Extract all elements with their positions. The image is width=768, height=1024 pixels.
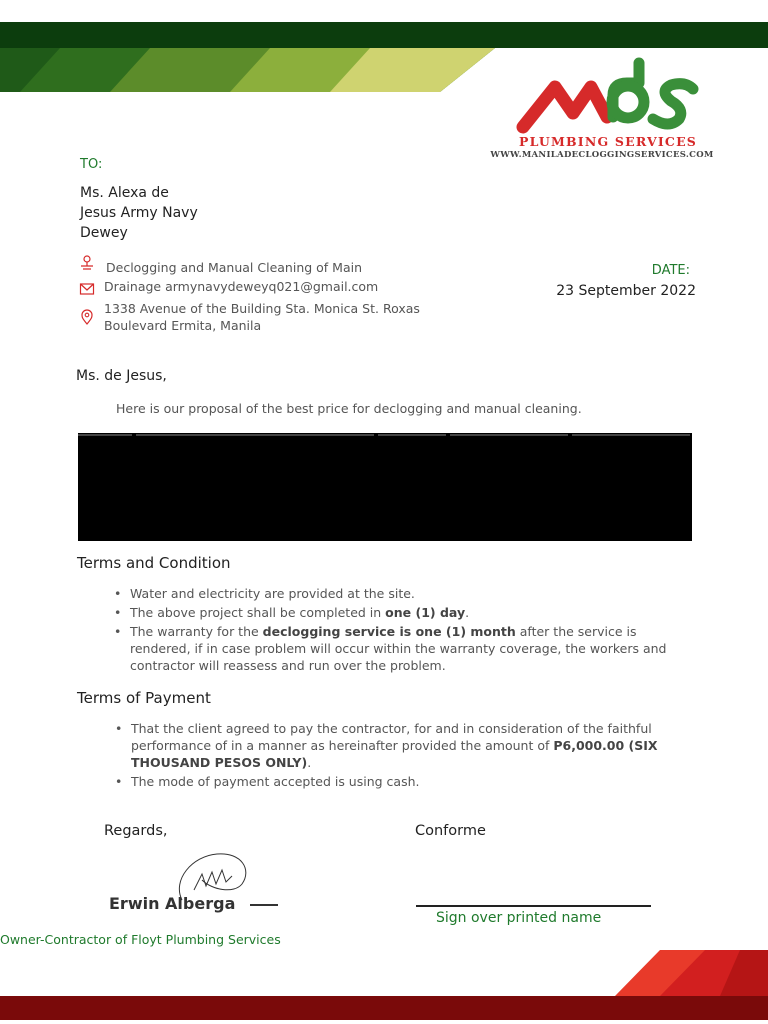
regards-label: Regards, [104,823,168,839]
list-item: • The warranty for the declogging service is one (1) month after the service is rendered, if in case problem will occur within the warranty coverage, the workers and contractor will reassess and run over the problem. [114,623,674,674]
date-value: 23 September 2022 [556,283,696,299]
recipient-name [80,183,198,243]
table-header-rule [572,434,690,436]
table-header-rule [78,434,132,436]
terms-condition-heading: Terms and Condition [77,554,231,572]
conforme-label: Conforme [415,823,486,839]
address-line: 1338 Avenue of the Building Sta. Monica St. Roxas [104,301,420,316]
redacted-price-table [78,433,692,541]
terms-condition-list [114,585,674,676]
service-text: Declogging and Manual Cleaning of Main [106,260,363,275]
date-label: DATE: [651,263,690,278]
table-header-rule [450,434,568,436]
to-label: TO: [80,157,103,172]
salutation: Ms. de Jesus, [76,368,167,384]
intro-text: Here is our proposal of the best price for declogging and manual cleaning. [116,401,582,416]
location-pin-icon [79,309,95,325]
address-text [104,301,464,334]
footer-band [0,950,768,1024]
signer-name: Erwin Alberga [109,894,236,913]
terms-payment-heading: Terms of Payment [77,689,211,707]
mail-icon [79,281,95,297]
recipient-line: Dewey [80,225,128,241]
list-item: • The mode of payment accepted is using cash. [115,773,685,790]
logo-url: WWW.MANILADECLOGGINGSERVICES.COM [490,150,714,160]
address-line: Boulevard Ermita, Manila [104,317,262,333]
logo-subtitle: PLUMBING SERVICES [518,134,698,149]
recipient-line: Jesus Army Navy [80,205,198,221]
list-item: • That the client agreed to pay the contractor, for and in consideration of the faithful performance of in a manner as hereinafter provided the amount of P6,000.00 (SIX THOUSAND PESOS ONLY). [115,720,685,771]
service-icon [79,254,95,270]
signer-title: Owner-Contractor of Floyt Plumbing Services [0,932,281,947]
list-item: • Water and electricity are provided at the site. [114,585,674,602]
signature-line [416,905,651,907]
list-item: • The above project shall be completed in one (1) day. [114,604,674,621]
terms-payment-list [115,720,685,792]
sign-over-label: Sign over printed name [436,910,602,926]
signer-underline [250,904,278,906]
table-header-rule [136,434,374,436]
recipient-line: Ms. Alexa de [80,185,169,201]
email-text: Drainage armynavydeweyq021@gmail.com [104,279,379,294]
table-header-rule [378,434,446,436]
